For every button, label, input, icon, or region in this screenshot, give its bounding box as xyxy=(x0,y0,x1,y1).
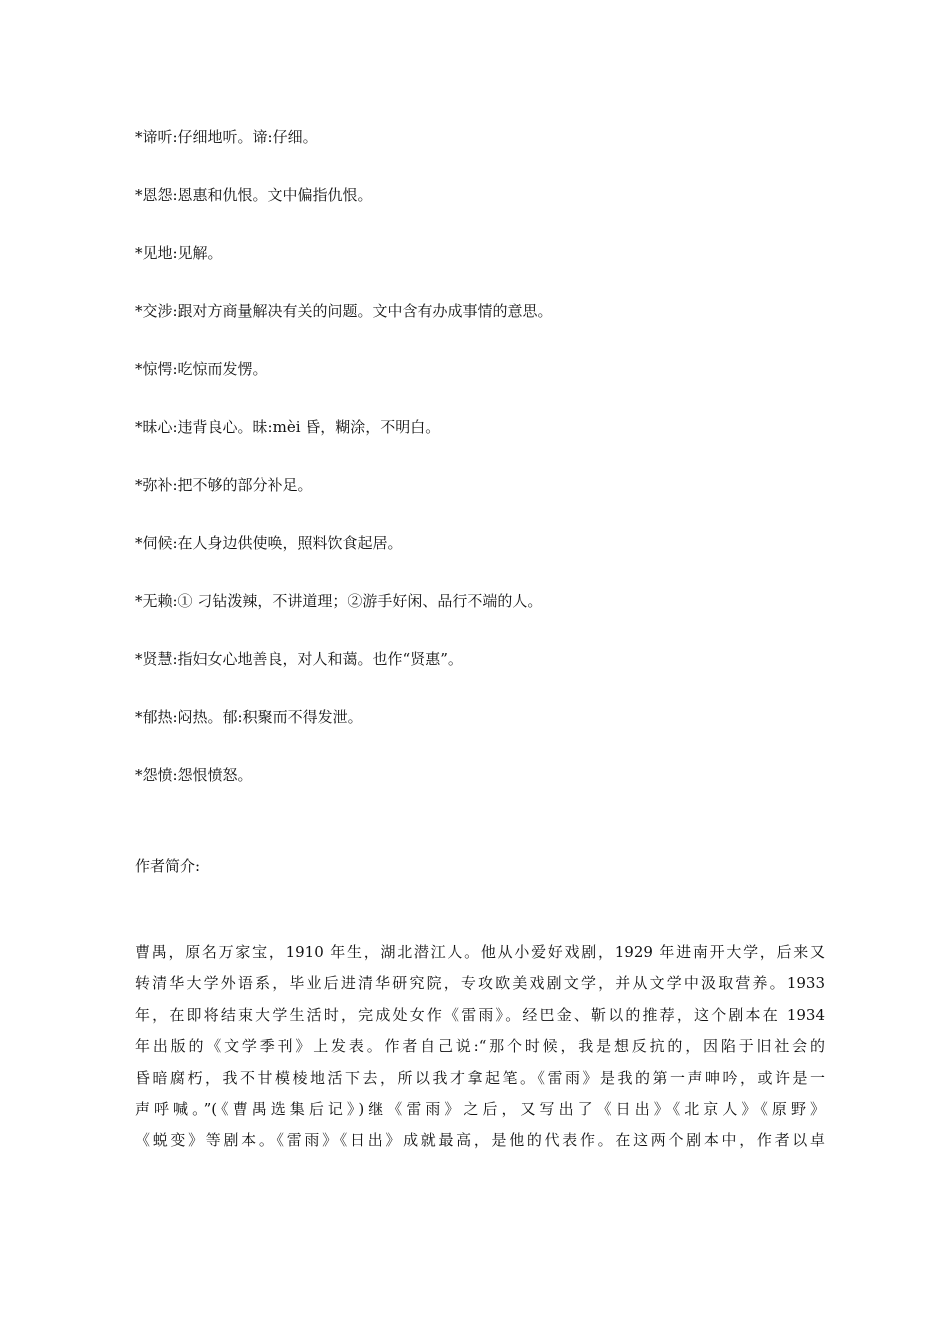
glossary-entry-diting: *谛听:仔细地听。谛:仔细。 xyxy=(135,128,318,146)
glossary-entry-jiaoshe: *交涉:跟对方商量解决有关的问题。文中含有办成事情的意思。 xyxy=(135,302,553,320)
glossary-entry-yuanfen: *怨愤:怨恨愤怒。 xyxy=(135,766,253,784)
glossary-entry-mibu: *弥补:把不够的部分补足。 xyxy=(135,476,313,494)
author-bio-line: 转清华大学外语系，毕业后进清华研究院，专攻欧美戏剧文学，并从文学中汲取营养。1933 xyxy=(135,974,825,993)
author-bio-line: 昏暗腐朽，我不甘模棱地活下去，所以我才拿起笔。《雷雨》是我的第一声呻吟，或许是一 xyxy=(135,1068,825,1087)
glossary-entry-meixin: *昧心:违背良心。昧:mèi 昏，糊涂，不明白。 xyxy=(135,418,441,436)
author-intro-heading: 作者简介: xyxy=(135,857,201,875)
author-bio-line: 《蜕变》等剧本。《雷雨》《日出》成就最高，是他的代表作。在这两个剧本中，作者以卓 xyxy=(135,1131,825,1150)
author-bio-paragraph xyxy=(135,937,825,1157)
glossary-entry-enyuan: *恩怨:恩惠和仇恨。文中偏指仇恨。 xyxy=(135,186,373,204)
author-bio-line: 曹禺，原名万家宝，1910 年生，湖北潜江人。他从小爱好戏剧，1929 年进南开大学，后来又 xyxy=(135,943,825,961)
author-bio-line: 年出版的《文学季刊》上发表。作者自己说:“那个时候，我是想反抗的，因陷于旧社会的 xyxy=(135,1037,825,1056)
glossary-entry-cihou: *伺候:在人身边供使唤，照料饮食起居。 xyxy=(135,534,403,552)
glossary-entry-yure: *郁热:闷热。郁:积聚而不得发泄。 xyxy=(135,708,363,726)
glossary-entry-wulai: *无赖:① 刁钻泼辣，不讲道理；②游手好闲、品行不端的人。 xyxy=(135,592,543,610)
glossary-entry-jiandi: *见地:见解。 xyxy=(135,244,223,262)
author-bio-line: 声呼喊。”(《曹禺选集后记》)继《雷雨》之后，又写出了《日出》《北京人》《原野》 xyxy=(135,1099,825,1118)
glossary-entry-xianhui: *贤慧:指妇女心地善良，对人和蔼。也作“贤惠”。 xyxy=(135,650,463,668)
author-bio-line: 年，在即将结束大学生活时，完成处女作《雷雨》。经巴金、靳以的推荐，这个剧本在 1934 xyxy=(135,1005,825,1024)
glossary-entry-jinge: *惊愕:吃惊而发愣。 xyxy=(135,360,268,378)
